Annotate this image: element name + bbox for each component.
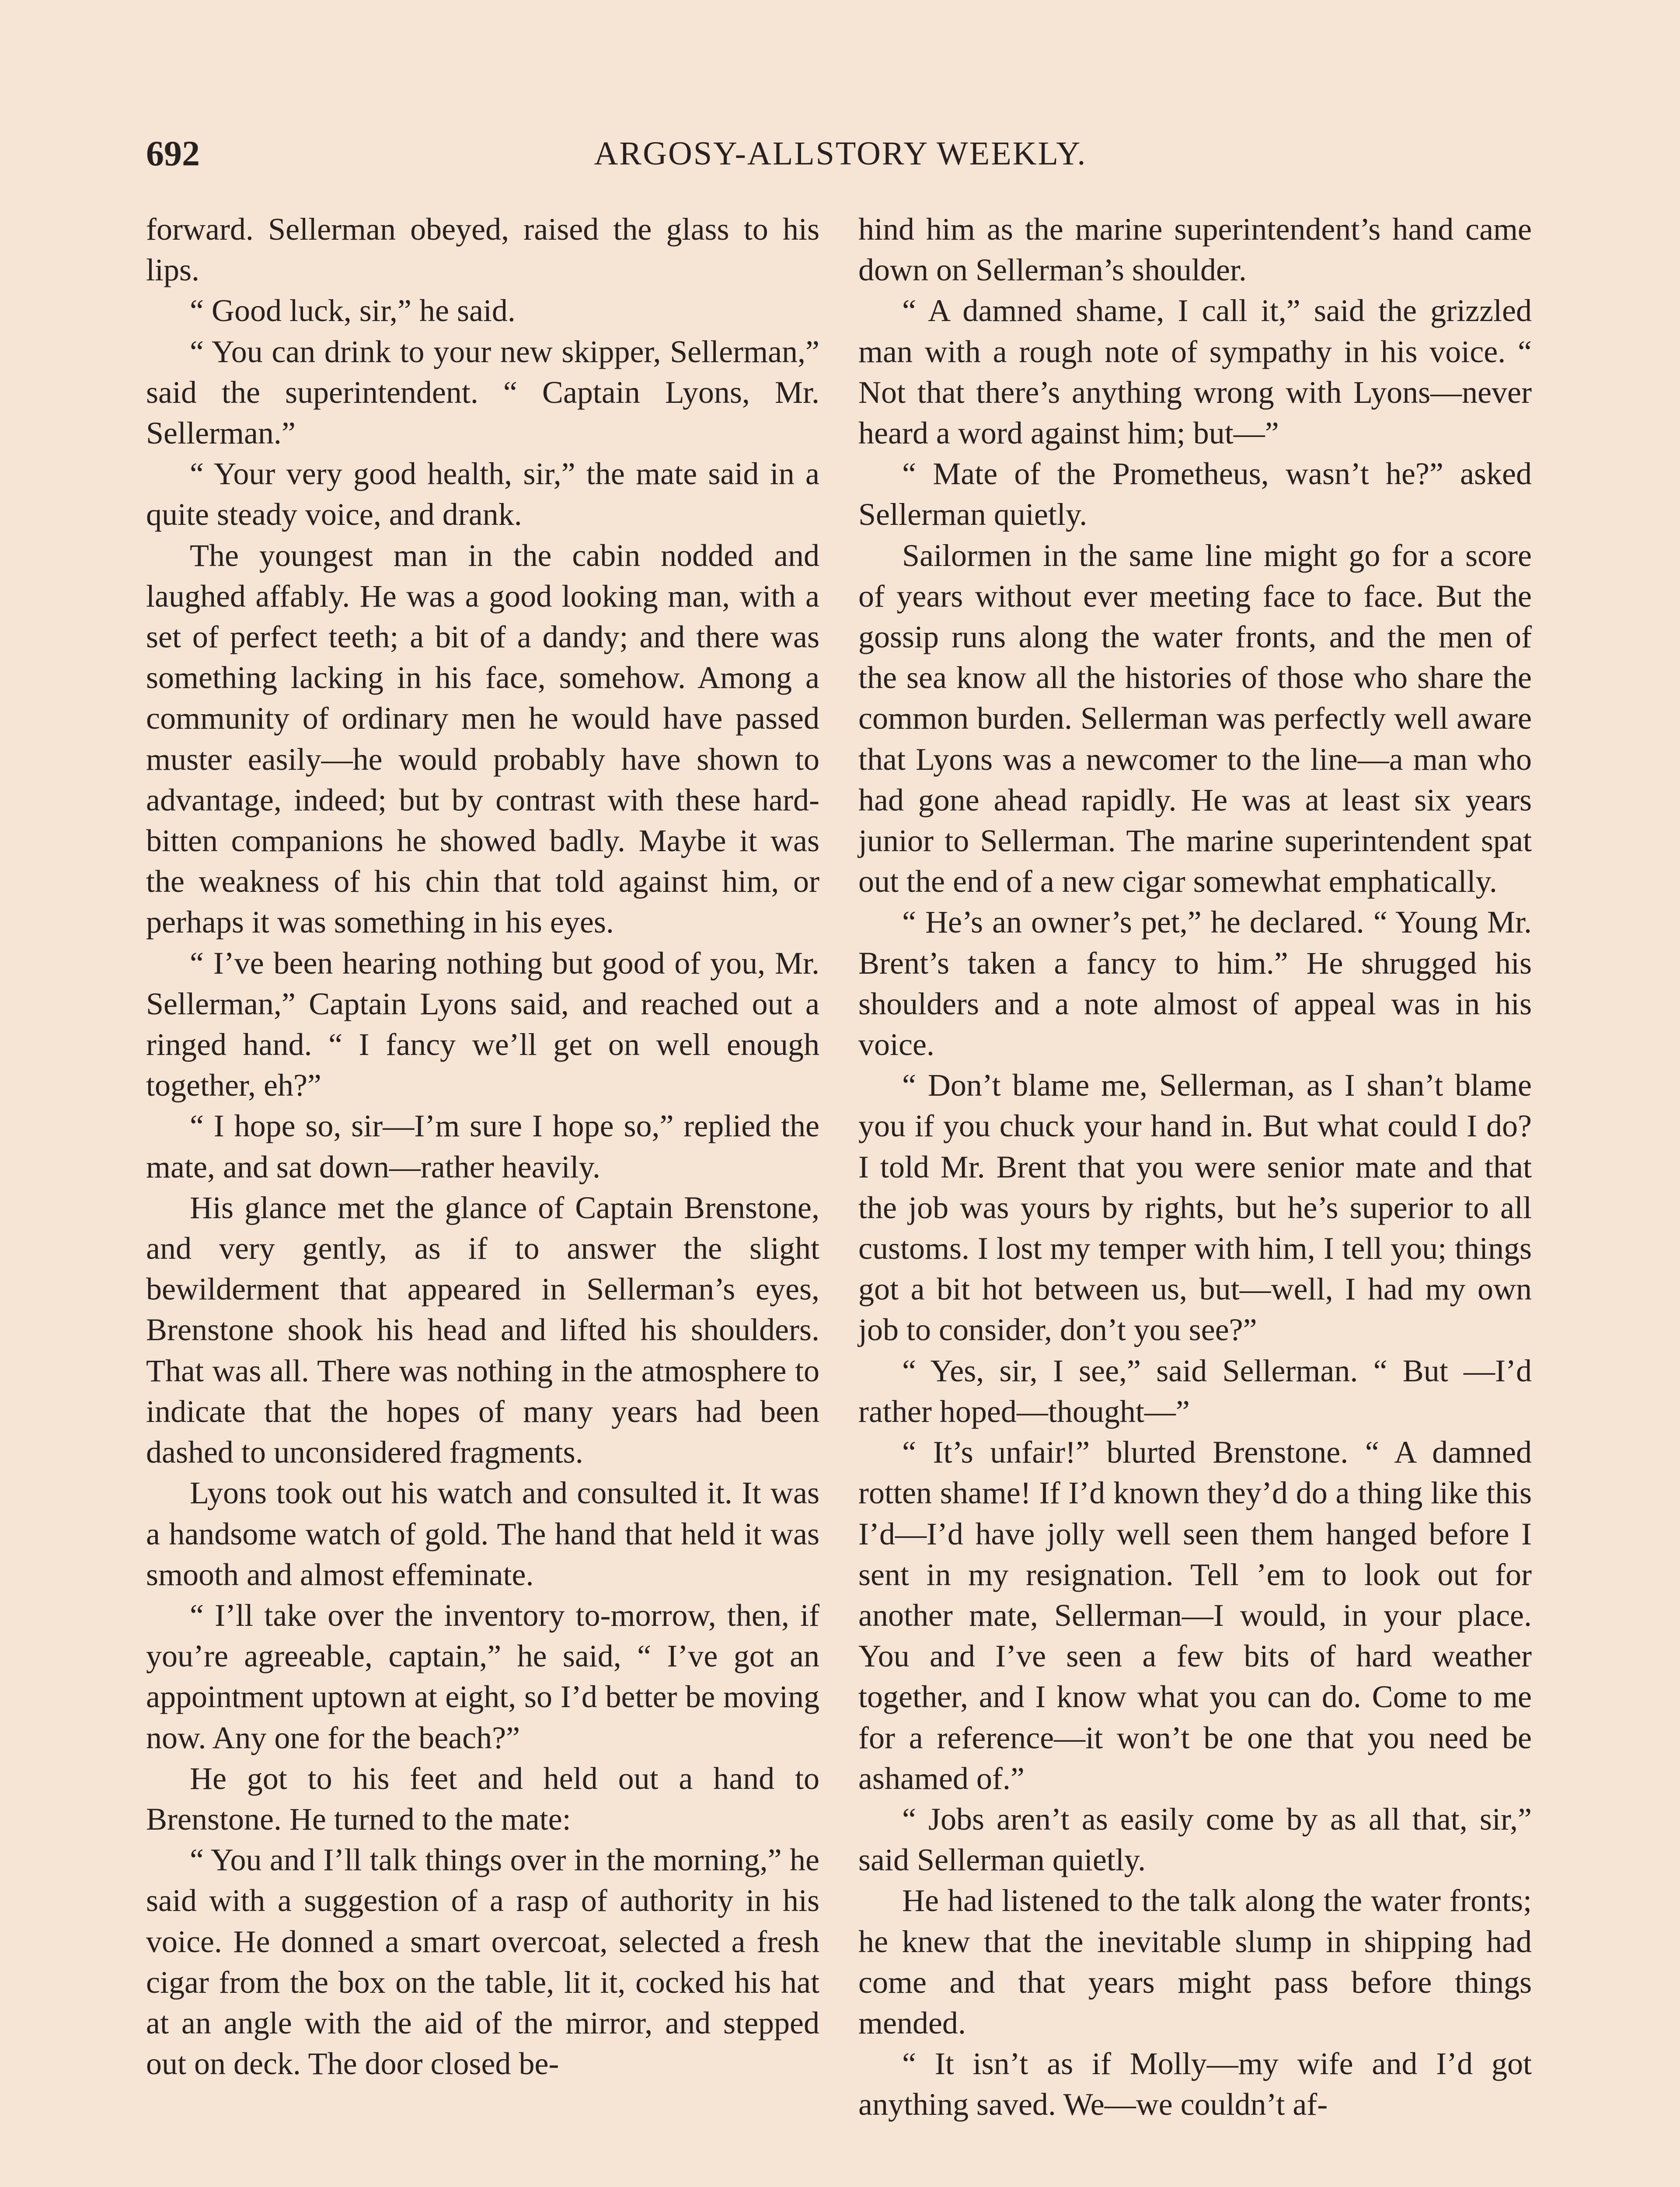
paragraph: “ You can drink to your new skipper, Sellerman,” said the superintendent. “ Captain Lyons, Mr. Sellerman.” (146, 334, 819, 451)
running-head: ARGOSY-ALLSTORY WEEKLY. (594, 135, 1087, 172)
paragraph: “ A damned shame, I call it,” said the grizzled man with a rough note of sympathy in his voice. “ Not that there’s anything wrong with Lyons—never heard a word against him; but—” (858, 293, 1532, 451)
paragraph: Lyons took out his watch and consulted it. It was a handsome watch of gold. The hand that held it was smooth and almost effeminate. (146, 1475, 819, 1592)
right-column (858, 209, 1532, 2125)
paragraph: The youngest man in the cabin nodded and laughed affably. He was a good looking man, with a set of perfect teeth; a bit of a dandy; and there was something lacking in his face, somehow. Among a community of ordinary men he would have passed muster easily—he would probably have shown to advantage, indeed; but by contrast with these hard-bitten companions he showed badly. Maybe it was the weakness of his chin that told against him, or perhaps it was something in his eyes. (146, 538, 819, 940)
paragraph: Sailormen in the same line might go for a score of years without ever meeting face to face. But the gossip runs along the water fronts, and the men of the sea know all the histories of those who share the common burden. Sellerman was perfectly well aware that Lyons was a newcomer to the line—a man who had gone ahead rapidly. He was at least six years junior to Sellerman. The marine superintendent spat out the end of a new cigar somewhat emphatically. (858, 538, 1532, 899)
page-header (146, 129, 1535, 178)
paragraph: forward. Sellerman obeyed, raised the glass to his lips. (146, 212, 819, 288)
paragraph: “ It isn’t as if Molly—my wife and I’d got anything saved. We—we couldn’t af- (858, 2046, 1532, 2122)
paragraph: “ I’ll take over the inventory to-morrow, then, if you’re agreeable, captain,” he said, “ I’ve got an appointment uptown at eight, so I’d better be moving now. Any one for the beach?” (146, 1597, 819, 1755)
paragraph: “ He’s an owner’s pet,” he declared. “ Young Mr. Brent’s taken a fancy to him.” He shrugged his shoulders and a note almost of appeal was in his voice. (858, 905, 1532, 1062)
paragraph: He got to his feet and held out a hand to Brenstone. He turned to the mate: (146, 1761, 819, 1837)
page-number: 692 (146, 133, 200, 173)
paragraph: He had listened to the talk along the water fronts; he knew that the inevitable slump in shipping had come and that years might pass before things mended. (858, 1883, 1532, 2040)
paragraph: “ It’s unfair!” blurted Brenstone. “ A damned rotten shame! If I’d known they’d do a thing like this I’d—I’d have jolly well seen them hanged before I sent in my resignation. Tell ’em to look out for another mate, Sellerman—I would, in your place. You and I’ve seen a few bits of hard weather together, and I know what you can do. Come to me for a reference—it won’t be one that you need be ashamed of.” (858, 1435, 1532, 1796)
paragraph: “ You and I’ll talk things over in the morning,” he said with a suggestion of a rasp of authority in his voice. He donned a smart overcoat, selected a fresh cigar from the box on the table, lit it, cocked his hat at an angle with the aid of the mirror, and stepped out on deck. The door closed be- (146, 1842, 819, 2082)
paragraph: “ Your very good health, sir,” the mate said in a quite steady voice, and drank. (146, 456, 819, 532)
paragraph: “ I’ve been hearing nothing but good of you, Mr. Sellerman,” Captain Lyons said, and reached out a ringed hand. “ I fancy we’ll get on well enough together, eh?” (146, 945, 819, 1103)
paragraph: “ Yes, sir, I see,” said Sellerman. “ But —I’d rather hoped—thought—” (858, 1353, 1532, 1429)
paragraph: hind him as the marine superintendent’s hand came down on Sellerman’s shoulder. (858, 212, 1532, 288)
paragraph: “ I hope so, sir—I’m sure I hope so,” replied the mate, and sat down—rather heavily. (146, 1108, 819, 1184)
paragraph: “ Good luck, sir,” he said. (190, 293, 516, 328)
paragraph: “ Jobs aren’t as easily come by as all that, sir,” said Sellerman quietly. (858, 1801, 1532, 1878)
left-column (146, 209, 819, 2084)
paragraph: “ Don’t blame me, Sellerman, as I shan’t blame you if you chuck your hand in. But what could I do? I told Mr. Brent that you were senior mate and that the job was yours by rights, but he’s superior to all customs. I lost my temper with him, I tell you; things got a bit hot between us, but—well, I had my own job to consider, don’t you see?” (858, 1068, 1532, 1348)
paragraph: “ Mate of the Prometheus, wasn’t he?” asked Sellerman quietly. (858, 456, 1532, 532)
paragraph: His glance met the glance of Captain Brenstone, and very gently, as if to answer the slight bewilderment that appeared in Sellerman’s eyes, Brenstone shook his head and lifted his shoulders. That was all. There was nothing in the atmosphere to indicate that the hopes of many years had been dashed to unconsidered fragments. (146, 1190, 819, 1470)
